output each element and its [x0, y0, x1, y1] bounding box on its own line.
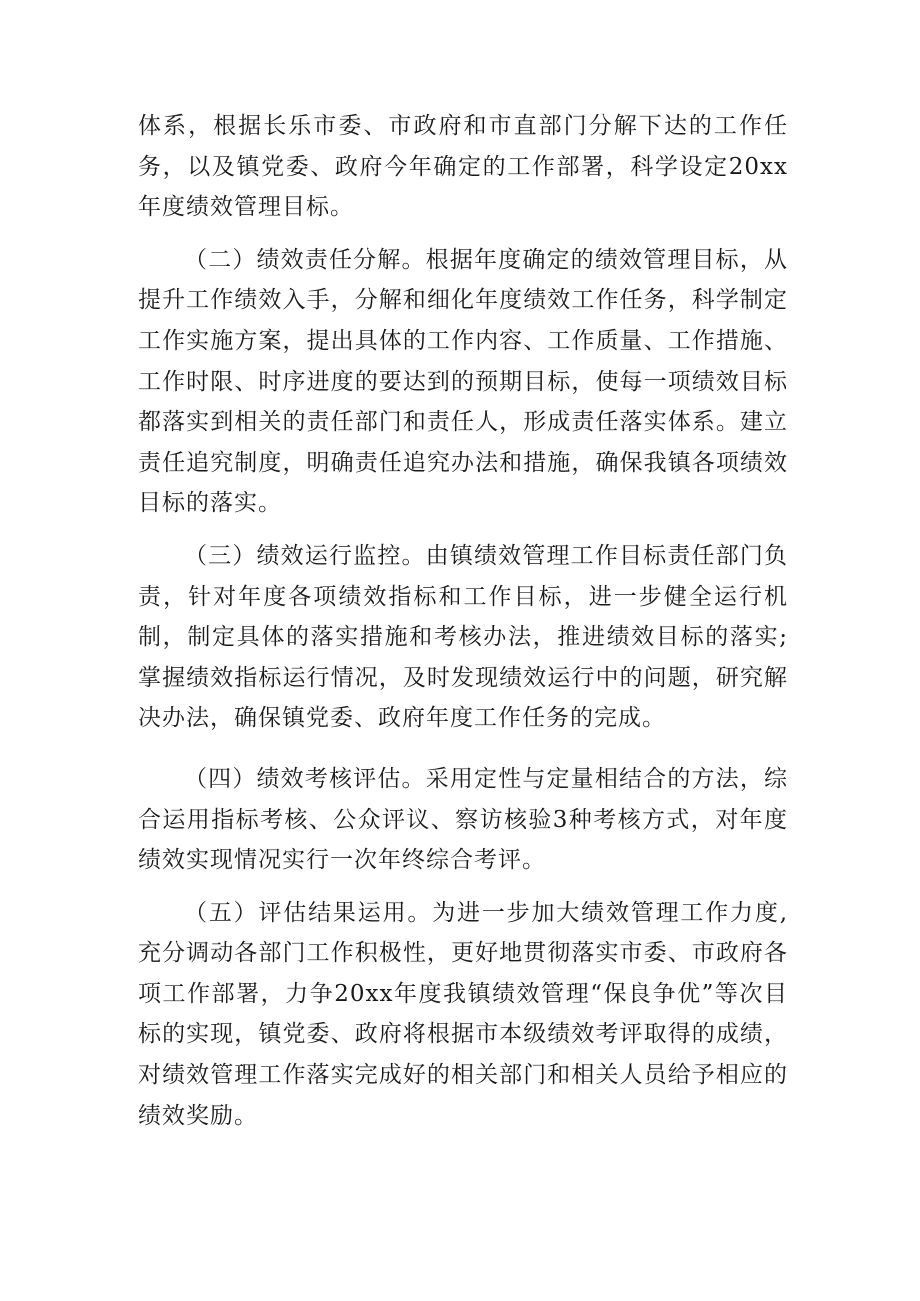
paragraph-performance-assessment: （四）绩效考核评估。采用定性与定量相结合的方法，综合运用指标考核、公众评议、察访核验3种考核方式，对年度绩效实现情况实行一次年终综合考评。 [138, 765, 788, 874]
paragraph-performance-responsibility: （二）绩效责任分解。根据年度确定的绩效管理目标，从提升工作绩效入手，分解和细化年度绩效工作任务，科学制定工作实施方案，提出具体的工作内容、工作质量、工作措施、工作时限、时序进度的要达到的预期目标，使每一项绩效目标都落实到相关的责任部门和责任人，形成责任落实体系。建立责任追究制度，明确责任追究办法和措施，确保我镇各项绩效目标的落实。 [138, 246, 788, 517]
paragraph-result-application: （五）评估结果运用。为进一步加大绩效管理工作力度,充分调动各部门工作积极性，更好地贯彻落实市委、市政府各项工作部署，力争20xx年度我镇绩效管理“保良争优”等次目标的实现，镇党委、政府将根据市本级绩效考评取得的成绩，对绩效管理工作落实完成好的相关部门和相关人员给予相应的绩效奖励。 [138, 899, 788, 1129]
document-body [138, 106, 788, 1136]
paragraph-performance-monitoring: （三）绩效运行监控。由镇绩效管理工作目标责任部门负责，针对年度各项绩效指标和工作目标，进一步健全运行机制，制定具体的落实措施和考核办法，推进绩效目标的落实;掌握绩效指标运行情况，及时发现绩效运行中的问题，研究解决办法，确保镇党委、政府年度工作任务的完成。 [138, 542, 788, 732]
paragraph-continuation: 体系，根据长乐市委、市政府和市直部门分解下达的工作任务，以及镇党委、政府今年确定的工作部署，科学设定20xx年度绩效管理目标。 [138, 113, 788, 221]
